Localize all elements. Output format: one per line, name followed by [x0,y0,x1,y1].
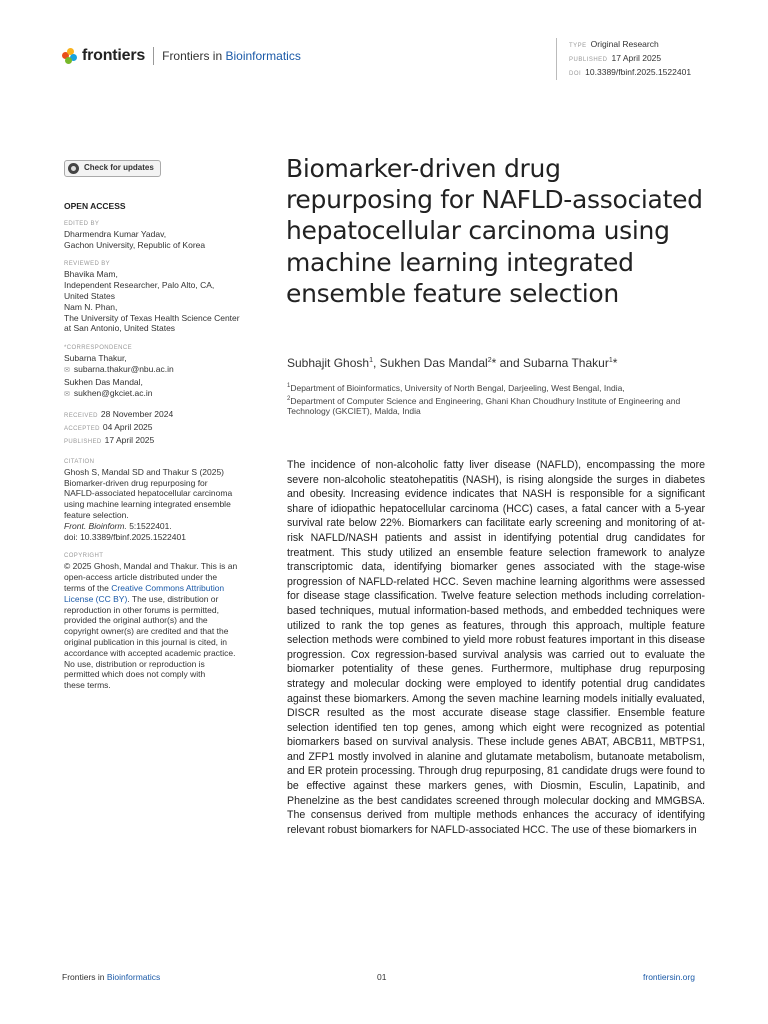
accepted-date: ACCEPTED 04 April 2025 [64,422,153,433]
open-access-label: OPEN ACCESS [64,201,126,211]
reviewed-by-label: REVIEWED BY [64,261,111,268]
updates-icon [68,163,79,174]
author-1: Subhajit Ghosh [287,356,370,370]
author-3: Subarna Thakur [522,356,609,370]
author-list: Subhajit Ghosh$^1$, Sukhen Das Mandal$^2$* and Subarna Thakur$^1$* [287,356,618,370]
published-date-left: PUBLISHED 17 April 2025 [64,434,155,445]
abstract-text: The incidence of non-alcoholic fatty liver disease (NAFLD), encompassing the more severe non-alcoholic steatohepatitis (NASH), is rising alongside the surges in diabetes and obesity. Increasing evidence indicates that NASH is responsible for a significant share of idiopathic hepatocellular carcinoma (HCC) cases, a fatal cancer with a 5-year survival rate below 22%. Biomarkers can facilitate early screening and monitoring of at-risk NAFLD/NASH patients and assist in identifying potential drug candidates for treatment. This study utilized an ensemble feature selection framework to analyze transcriptomic data, identifying biomarker genes associated with the stage-wise progression of NAFLD-related HCC. Seven machine learning algorithms were assessed for disease stage classification. Twelve feature selection methods including correlation-based techniques, mutual information-based methods, and embedded techniques were utilized to rank the top genes as features, through this approach, multiple feature selection methods were combined to yield more robust features important in this disease progression. Cox regression-based survival analysis was carried out to evaluate the biomarker potentiality of these genes. Furthermore, multiphase drug repurposing strategy and molecular docking were employed to identify potential drug candidates against these biomarkers. Among the seven machine learning models initially evaluated, DISCR resulted as the most accurate disease stage classifier. Ensemble feature selection identified ten top genes, among which eight were recognized as potential biomarkers based on survival analysis. These include genes ABAT, ABCB11, MBTPS1, and ZFP1 mostly involved in alanine and glutamate metabolism, butanoate metabolism, and ER protein processing. Through drug repurposing, 81 candidate drugs were found to be effective against these markers genes, with Diosmin, Esculin, Lapatinib, and Phenelzine as the best candidates screened through molecular docking and MMGBSA. The consensus derived from multiple methods enhances the accuracy of identifying relevant robust biomarkers for NAFLD-associated HCC. The use of these biomarkers in [287,459,705,836]
correspondence-label: *CORRESPONDENCE [64,345,133,352]
affiliations: $^1$Department of Bioinformatics, University of North Bengal, Darjeeling, West Bengal, India, $^2$Department of Computer Science and Engineering, Ghani Khan Choudhury Institute of Engineering and Technology (GKCIET), Malda, India [287,382,681,417]
page-number: 01 [377,972,387,982]
frontiers-logo-icon [62,48,78,64]
article-type: Original Research [590,39,659,49]
footer-site-link[interactable]: frontiersin.org [643,972,695,982]
citation-label: CITATION [64,458,95,465]
cc-license-link[interactable]: Creative Commons Attribution [111,582,225,593]
published-date: 17 April 2025 [611,53,662,63]
email-link-2[interactable]: ✉ sukhen@gkciet.ac.in [64,388,260,401]
brand-name: frontiers [82,47,146,64]
doi[interactable]: 10.3389/fbinf.2025.1522401 [585,67,692,77]
cc-license-link-2[interactable]: License (CC BY) [64,593,128,604]
header-divider [153,47,154,65]
article-title: Biomarker-driven drug repurposing for NAFLD-associated hepatocellular carcinoma using machine learning integrated ensemble feature selection [286,154,703,308]
received-date: RECEIVED 28 November 2024 [64,409,174,420]
frontiers-logo[interactable] [62,47,301,65]
article-meta: TYPE Original Research PUBLISHED 17 April 2025 DOI 10.3389/fbinf.2025.1522401 [556,38,691,80]
edited-by-label: EDITED BY [64,220,100,227]
author-2: Sukhen Das Mandal [379,356,488,370]
journal-name: Frontiers in Bioinformatics [162,49,301,63]
sidebar-info: Check for updates OPEN ACCESS EDITED BY Dharmendra Kumar Yadav, Gachon University, Republic of Korea REVIEWED BY Bhavika Mam, Independent Researcher, Palo Alto, CA, United States Nam N. Phan, The University of Texas Health Science Center at San Antonio, United States *CORRESPONDENCE Subarna Thakur, ✉ subarna.thakur@nbu.ac.in Sukhen Das Mandal, ✉ sukhen@gkciet.ac.in RECEIVED 28 November 2024 ACCEPTED 04 April 2025 PUBLISHED 17 April 2025 CITATION Ghosh S, Mandal SD and Thakur S (2025) Biomarker-driven drug repurposing for NAFLD-associated hepatocellular carcinoma using machine learning integrated ensemble feature selection. Front. Bioinform. 5:1522401. doi: 10.3389/fbinf.2025.1522401 COPYRIGHT © 2025 Ghosh, Mandal and Thakur. This is an open-access article distributed under the terms of the Creative Commons Attribution License (CC BY). The use, distribution or reproduction in other forums is permitted, provided the original author(s) and the copyright owner(s) are credited and that the original publication in this journal is cited, in accordance with accepted academic practice. No use, distribution or reproduction is permitted which does not comply with these terms. [64,160,260,691]
footer-journal: Frontiers in Bioinformatics [62,972,161,982]
citation-doi[interactable]: doi: 10.3389/fbinf.2025.1522401 [64,531,186,542]
copyright-label: COPYRIGHT [64,553,104,560]
check-for-updates-button[interactable]: Check for updates [64,160,161,177]
email-link-1[interactable]: ✉ subarna.thakur@nbu.ac.in [64,364,260,377]
